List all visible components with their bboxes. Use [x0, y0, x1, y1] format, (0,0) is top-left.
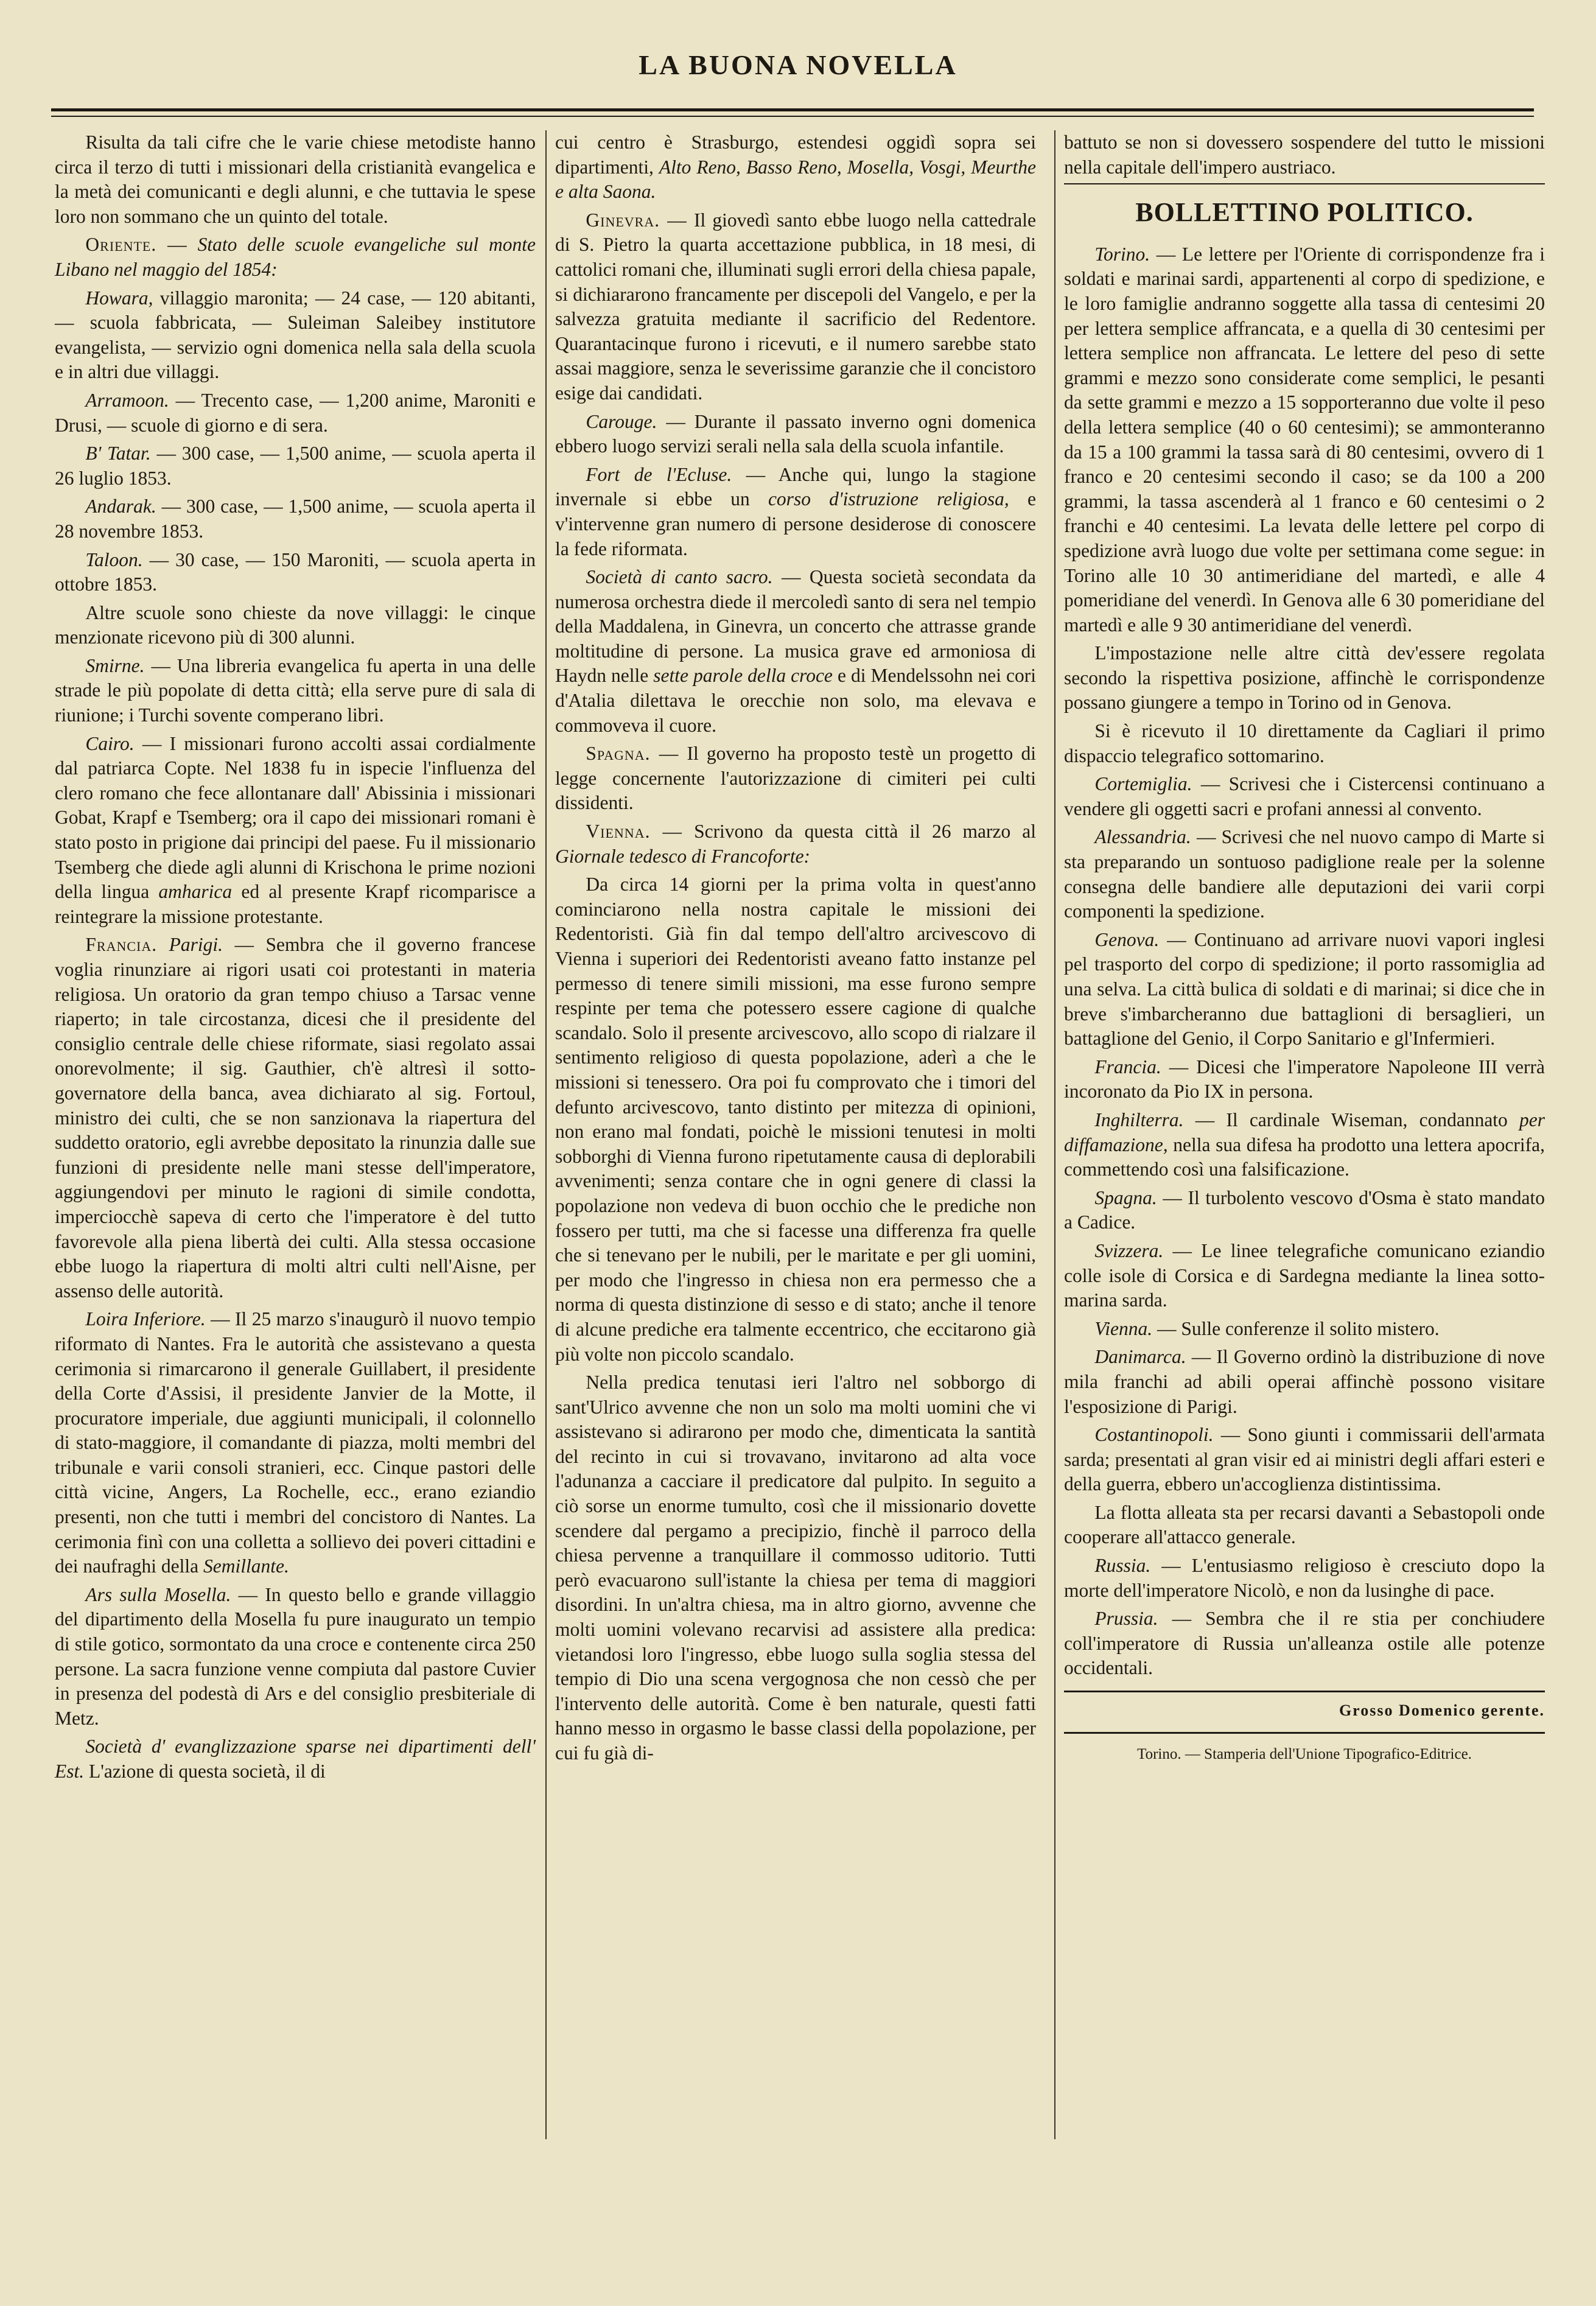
text-diffamazione: per diffamazione, [1064, 1109, 1545, 1155]
place-ars: Ars sulla Mosella. [85, 1583, 231, 1605]
paragraph-carouge [555, 410, 1036, 459]
text-francia: — Sembra che il governo francese voglia rinunziare ai rigori usati coi protestanti in materia religiosa. Un oratorio da gran tempo chiuso a Tarsac venne riaperto; in tale circostanza, dicesi che il presidente del consiglio centrale delle chiese riformate, siasi regolato assai onorevolmente; il sig. Gauthier, ch'è altresì il sotto-governatore della banca, avea dichiarato al sig. Fortoul, ministro dei culti, che se non sanzionava la riapertura del suddetto oratorio, egli avrebbe depositato la rinunzia dalle sue funzioni di presidente nelle mani stesse dell'imperatore, aggiungendovi per minuto le ragioni di simile condotta, imperciocchè sapeva di certo che l'imperatore è del tutto favorevole alla piena libertà dei culti. Alla stessa occasione ebbe luogo la riapertura di molti altri culti nell'Aisne, per assenso delle autorità. [55, 934, 536, 1302]
place-prussia: Prussia. [1094, 1608, 1158, 1630]
place-russia: Russia. [1094, 1555, 1151, 1577]
text-svizzera: — Le linee telegrafiche comunicano eziandio colle isole di Corsica e di Sardegna mediante la linea sotto-marina sarda. [1064, 1239, 1545, 1311]
text-smirne: — Una libreria evangelica fu aperta in una delle strade le più popolate di detta città; ella serve pure di sala di riunione; i Turchi sovente comperano libri. [55, 654, 536, 726]
text-vienna-1: Scrivono da questa città il 26 marzo al [694, 821, 1037, 843]
column-2 [555, 130, 1036, 1770]
paragraph-ginevra [555, 208, 1036, 406]
place-arramoon: Arramoon. [85, 389, 169, 411]
place-danimarca: Danimarca. [1094, 1346, 1186, 1368]
text-semillante: Semillante. [203, 1555, 289, 1577]
oriente-subtitle: Stato delle scuole evangeliche sul monte Libano nel maggio del 1854: [55, 234, 536, 280]
text-francia-pol: — Dicesi che l'imperatore Napoleone III verrà incoronato da Pio IX in persona. [1064, 1056, 1545, 1102]
text-andarak: — 300 case, — 1,500 anime, — scuola aperta il 28 novembre 1853. [55, 496, 536, 542]
paragraph-torino [1064, 242, 1545, 638]
text-costantinopoli: — Sono giunti i commissarii dell'armata sarda; presentati al gran visir ed ai ministri degli affari esteri e della guerra, ebbero un'accoglienza distintissima. [1064, 1424, 1545, 1495]
paragraph-francia-pol [1064, 1055, 1545, 1104]
paragraph-flotta: La flotta alleata sta per recarsi davanti a Sebastopoli onde cooperare all'attacco generale. [1064, 1501, 1545, 1548]
place-taloon: Taloon. [85, 548, 143, 570]
paragraph-russia [1064, 1554, 1545, 1603]
text-departments: Alto Reno, Basso Reno, Mosella, Vosgi, Meurthe e alta Saona. [555, 156, 1036, 203]
masthead-rule [51, 108, 1534, 117]
place-torino: Torino. [1094, 243, 1150, 265]
place-costantinopoli: Costantinopoli. [1094, 1424, 1214, 1446]
paragraph-spagna-pol [1064, 1186, 1545, 1235]
paragraph-ars [55, 1583, 536, 1731]
text-btatar: — 300 case, — 1,500 anime, — scuola aperta il 26 luglio 1853. [55, 443, 536, 489]
paragraph-prussia [1064, 1607, 1545, 1681]
text-canto-2: e di Mendelssohn nei cori d'Atalia dilettava le orecchie non solo, ma elevava e commoveva il cuore. [555, 665, 1036, 736]
text-corso: corso d'istruzione religiosa, [768, 488, 1009, 510]
place-howara: Howara, [85, 287, 153, 309]
paragraph-costantinopoli [1064, 1423, 1545, 1497]
place-carouge: Carouge. [586, 410, 657, 432]
text-ars: — In questo bello e grande villaggio del dipartimento della Mosella fu pure inaugurato un tempio di stile gotico, sormontato da una croce e contenente circa 250 persone. La sacra funzione venne compiuta dal pastore Cuvier in presenza del podestà di Ars e del consiglio presbiteriale di Metz. [55, 1583, 536, 1729]
text-sette-parole: sette parole della croce [653, 665, 833, 687]
paragraph-altre-scuole: Altre scuole sono chieste da nove villaggi: le cinque menzionate ricevono più di 300 alunni. [55, 601, 536, 648]
text-fort-1: — Anche qui, lungo la stagione invernale si ebbe un [555, 463, 1037, 510]
masthead-title: LA BUONA NOVELLA [639, 49, 957, 80]
text-danimarca: — Il Governo ordinò la distribuzione di nove mila franchi ad abili operai affinchè possono visitare l'esposizione di Parigi. [1064, 1346, 1545, 1417]
text-prussia: — Sembra che il re stia per conchiudere coll'imperatore di Russia un'alleanza ostile alle potenze occidentali. [1064, 1608, 1545, 1679]
footer-rule-2 [1064, 1732, 1545, 1734]
heading-francia: Francia. [85, 934, 158, 956]
text-genova: — Continuano ad arrivare nuovi vapori inglesi pel trasporto del corpo di spedizione; il porto rassomiglia ad una selva. La città bulica di soldati e di marinai; si dice che in breve s'imbarcheranno due battaglioni di bersaglieri, un battaglione del Genio, il Corpo Sanitario e gl'Infermieri. [1064, 928, 1545, 1050]
place-andarak: Andarak. [85, 496, 156, 517]
text-spagna: Il governo ha proposto testè un progetto di legge concernente l'autorizzazione di cimiteri pei culti dissidenti. [555, 743, 1036, 814]
paragraph-smirne [55, 654, 536, 728]
paragraph-genova [1064, 928, 1545, 1051]
heading-societa-est: Società d' evanglizzazione sparse nei dipartimenti dell' Est. [55, 1736, 536, 1782]
heading-canto-sacro: Società di canto sacro. [586, 566, 773, 588]
heading-oriente: Oriente. — [85, 234, 187, 256]
text-amharica: amharica [158, 881, 233, 903]
text-strasburgo: cui centro è Strasburgo, estendesi oggidì sopra sei dipartimenti, [555, 131, 1036, 178]
place-svizzera: Svizzera. [1094, 1239, 1164, 1261]
text-giornale: Giornale tedesco di Francoforte: [555, 845, 811, 867]
place-smirne: Smirne. [85, 654, 145, 676]
text-alessandria: — Scrivesi che nel nuovo campo di Marte si sta preparando un sontuoso padiglione reale per la solenne consegna delle bandiere alle deputazioni dei varii corpi componenti la spedizione. [1064, 826, 1545, 922]
place-fort-ecluse: Fort de l'Ecluse. [586, 463, 732, 485]
paragraph-cagliari: Si è ricevuto il 10 direttamente da Cagliari il primo dispaccio telegrafico sottomarino. [1064, 720, 1545, 766]
paragraph-spagna [555, 741, 1036, 816]
place-btatar: B' Tatar. [85, 443, 151, 464]
text-howara: villaggio maronita; — 24 case, — 120 abitanti, — scuola fabbricata, — Suleiman Saleibey institutore evangelista, — servizio ogni domenica nella sala della scuola e in altri due villaggi. [55, 287, 536, 383]
paragraph-vienna-3: Nella predica tenutasi ieri l'altro nel sobborgo di sant'Ulrico avvenne che non un solo ma molti uomini che vi assistevano si adirarono per modo che, dimenticata la santità del recinto in cui si trovavano, invitarono ad alta voce l'adunanza a cacciare il predicatore dal pulpito. In seguito a ciò sorse un enorme tumulto, così che il missionario dovette scendere dal pergamo a precipizio, finchè il parroco della chiesa pervenne a tranquillare il commosso uditorio. Tutti però evacuarono sull'istante la chiesa per tema di maggiori disordini. In un'altra chiesa, ma in altro giorno, avvenne che molti uomini volevano recarvisi ad assistere alla predica: vietandosi loro l'ingresso, ebbe luogo sulla soglia stessa del tempio di Dio una scena vergognosa che non cessò che per l'intervento delle autorità. Come è ben naturale, questi fatti hanno messo in orgasmo le basse classi della popolazione, per cui fu già di- [555, 1372, 1036, 1764]
text-taloon: — 30 case, — 150 Maroniti, — scuola aperta in ottobre 1853. [55, 548, 536, 595]
heading-ginevra: Ginevra. — [586, 209, 687, 231]
paragraph-svizzera [1064, 1239, 1545, 1313]
paragraph-danimarca [1064, 1345, 1545, 1419]
place-spagna: Spagna. [1094, 1186, 1157, 1208]
place-inghilterra: Inghilterra. [1094, 1109, 1184, 1130]
text-arramoon: — Trecento case, — 1,200 anime, Maroniti e Drusi, — scuole di giorno e di sera. [55, 389, 536, 436]
paragraph-andarak [55, 494, 536, 544]
paragraph-vienna [555, 819, 1036, 869]
paragraph-arramoon [55, 388, 536, 438]
paragraph-alessandria [1064, 825, 1545, 923]
paragraph-cairo [55, 732, 536, 930]
heading-spagna: Spagna. — [586, 743, 679, 765]
place-alessandria: Alessandria. [1094, 826, 1191, 848]
printer-imprint: Torino. — Stamperia dell'Unione Tipografico-Editrice. [1137, 1745, 1472, 1762]
footer-block [1064, 1691, 1545, 1767]
paragraph-howara [55, 286, 536, 385]
text-cortemiglia: — Scrivesi che i Cistercensi continuano a vendere gli oggetti sacri e profani annessi al convento. [1064, 773, 1545, 819]
text-cairo: — I missionari furono accolti assai cordialmente dal patriarca Copte. Nel 1838 fu in ispecie l'influenza del clero romano che fece allontanare dall' Abissinia i missionari Gobat, Krapf e Tsemberg; ora il capo dei missionari romani è stato posto in prigione dai principi del paese. Fu il missionario Tsemberg che diede agli alunni di Krischona le prime nozioni della lingua [55, 732, 536, 903]
place-cairo: Cairo. [85, 732, 135, 754]
text-canto-1: — Questa società secondata da numerosa orchestra diede il mercoledì santo di sera nel tempio della Maddalena, in Ginevra, un concerto che attrasse grande moltitudine di persone. La musica grave ed armoniosa di Haydn nelle [555, 566, 1037, 687]
paragraph-vienna-pol [1064, 1317, 1545, 1342]
column-divider-2 [1054, 130, 1055, 2139]
text-inghilterra-1: — Il cardinale Wiseman, condannato [1195, 1109, 1508, 1130]
text-loira: — Il 25 marzo s'inaugurò il nuovo tempio riformato di Nantes. Fra le autorità che assistevano a questa cerimonia si rimarcarono il generale Guillabert, il presidente della Corte d'Assisi, il presidente Janvier de la Motte, il procuratore imperiale, due aggiunti municipali, il colonnello di stato-maggiore, il comandante di piazza, molti membri del tribunale e varii consoli stranieri, ecc. Cinque pastori delle città vicine, Angers, La Rochelle, ecc., erano eziandio presenti, non che tutti i membri del concistoro di Nantes. La cerimonia finì con una colletta a sollievo dei poveri cittadini e dei naufraghi della [55, 1308, 536, 1577]
column-divider-1 [545, 130, 547, 2139]
place-genova: Genova. [1094, 928, 1160, 950]
place-loira: Loira Inferiore. [85, 1308, 206, 1330]
paragraph-continuation: battuto se non si dovessero sospendere del tutto le missioni nella capitale dell'impero austriaco. [1064, 131, 1545, 178]
place-vienna: Vienna. [1094, 1317, 1153, 1339]
paragraph-cortemiglia [1064, 772, 1545, 821]
paragraph-inghilterra [1064, 1108, 1545, 1182]
place-parigi: Parigi. [169, 934, 223, 956]
paragraph-vienna-2: Da circa 14 giorni per la prima volta in quest'anno cominciarono nella nostra capitale le missioni dei Redentoristi. Già fin dal tempo dell'altro arcivescovo di Vienna i superiori dei Redentoristi aveano fatto instanze pel permesso di tenere simili missioni, ma esse furono sempre respinte per tema che potessero essere cagione di qualche scandalo. Solo il presente arcivescovo, allo scopo di rialzare il sentimento religioso di questa popolazione, aderì a che le missioni si tenessero. Ora poi fu comprovato che i timori del defunto arcivescovo, tanto distinto per mitezza di opinioni, non erano mal fondati, poichè le missioni tenutesi in molti sobborghi di Vienna furono ripetutamente causa di deplorabili avvenimenti; senza contare che in ogni genere di classi la popolazione non vedeva di buon occhio che le prediche non fossero per tutti, ma che si facesse una differenza fra quelle che si tenevano per le nubili, per le maritate e per gli uomini, per modo che l'ingresso in chiesa non era permesso che a norma di questa distinzione di sesso e di stato; anche il tenore di alcune prediche era talmente eccentrico, che eccitarono già più volte non piccolo scandalo. [555, 874, 1036, 1365]
text-spagna-pol: — Il turbolento vescovo d'Osma è stato mandato a Cadice. [1064, 1186, 1545, 1233]
text-cairo-end: ed al presente Krapf ricomparisce a reintegrare la missione protestante. [55, 881, 536, 927]
paragraph-oriente [55, 233, 536, 282]
column-1 [55, 130, 536, 1788]
text-ginevra: Il giovedì santo ebbe luogo nella cattedrale di S. Pietro la quarta accettazione pubblica, in 18 mesi, di cattolici romani che, illuminati sugli errori della chiesa papale, si dichiararono francamente per discepoli del Vangelo, e per la salvezza gratuita mediante il sacrificio del Redentore. Quarantacinque furono i ricevuti, e il numero sarebbe stato assai maggiore, senza le severissime garanzie che il concistoro esige dai candidati. [555, 209, 1036, 404]
text-fort-2: e v'intervenne gran numero di persone desiderose di conoscere la fede riformata. [555, 488, 1036, 559]
paragraph-francia [55, 933, 536, 1303]
section-rule [1064, 183, 1545, 184]
footer-rule-1 [1064, 1691, 1545, 1692]
paragraph-strasburgo [555, 130, 1036, 205]
place-cortemiglia: Cortemiglia. [1094, 773, 1192, 795]
text-torino: — Le lettere per l'Oriente di corrispondenze fra i soldati e marinai sardi, appartenenti al corpo di spedizione, e le loro famiglie andranno soggette alla tassa di centesimi 20 per lettera semplice affrancata, e a quella di 30 centesimi per lettera semplice non affrancata. Le lettere del peso di sette grammi e mezzo sono considerate come semplici, le pesanti da sette grammi e mezzo a 15 sopporteranno due volte il peso della lettera semplice (40 o 60 centesimi); se ammonteranno da 15 a 100 grammi la tassa sarà di 80 centesimi, ovvero di 1 franco e 20 centesimi secondo il caso; se da 100 a 200 grammi, la tassa ascenderà al 1 franco e 60 centesimi o 2 franchi e 40 centesimi. La levata delle lettere pel corpo di spedizione avrà luogo due volte per settimana come segue: in Torino alle 10 30 antimeridiane del martedì, e alle 4 pomeridiane del venerdì. In Genova alle 6 30 pomeridiane del martedì e alle 9 30 antimeridiane del venerdì. [1064, 243, 1545, 636]
paragraph-canto-sacro [555, 565, 1036, 738]
paragraph-methodist-stats: Risulta da tali cifre che le varie chiese metodiste hanno circa il terzo di tutti i missionari della cristianità evangelica e la metà dei comunicanti e degli alunni, e che tuttavia le spese loro non sommano che un quinto del totale. [55, 131, 536, 227]
text-vienna-pol: — Sulle conferenze il solito mistero. [1157, 1317, 1440, 1339]
heading-vienna: Vienna. — [586, 821, 682, 843]
gerente-signature: Grosso Domenico gerente. [1339, 1701, 1545, 1720]
text-russia: — L'entusiasmo religioso è cresciuto dopo la morte dell'imperatore Nicolò, e non da lusinghe di pace. [1064, 1555, 1545, 1601]
paragraph-societa-est [55, 1734, 536, 1784]
text-societa-est: L'azione di questa società, il di [89, 1761, 326, 1782]
place-francia: Francia. [1094, 1056, 1161, 1078]
paragraph-taloon [55, 548, 536, 597]
section-title-bollettino: BOLLETTINO POLITICO. [1135, 197, 1474, 228]
paragraph-btatar [55, 441, 536, 491]
column-3 [1064, 130, 1545, 1767]
text-inghilterra-2: nella sua difesa ha prodotto una lettera apocrifa, commettendo così una falsificazione. [1064, 1134, 1545, 1180]
paragraph-fort-ecluse [555, 463, 1036, 561]
paragraph-impostazione: L'impostazione nelle altre città dev'essere regolata secondo la rispettiva posizione, affinchè le corrispondenze possano giungere a tempo in Torino od in Genova. [1064, 642, 1545, 713]
paragraph-loira [55, 1307, 536, 1579]
text-carouge: — Durante il passato inverno ogni domenica ebbero luogo servizi serali nella sala della scuola infantile. [555, 410, 1036, 457]
